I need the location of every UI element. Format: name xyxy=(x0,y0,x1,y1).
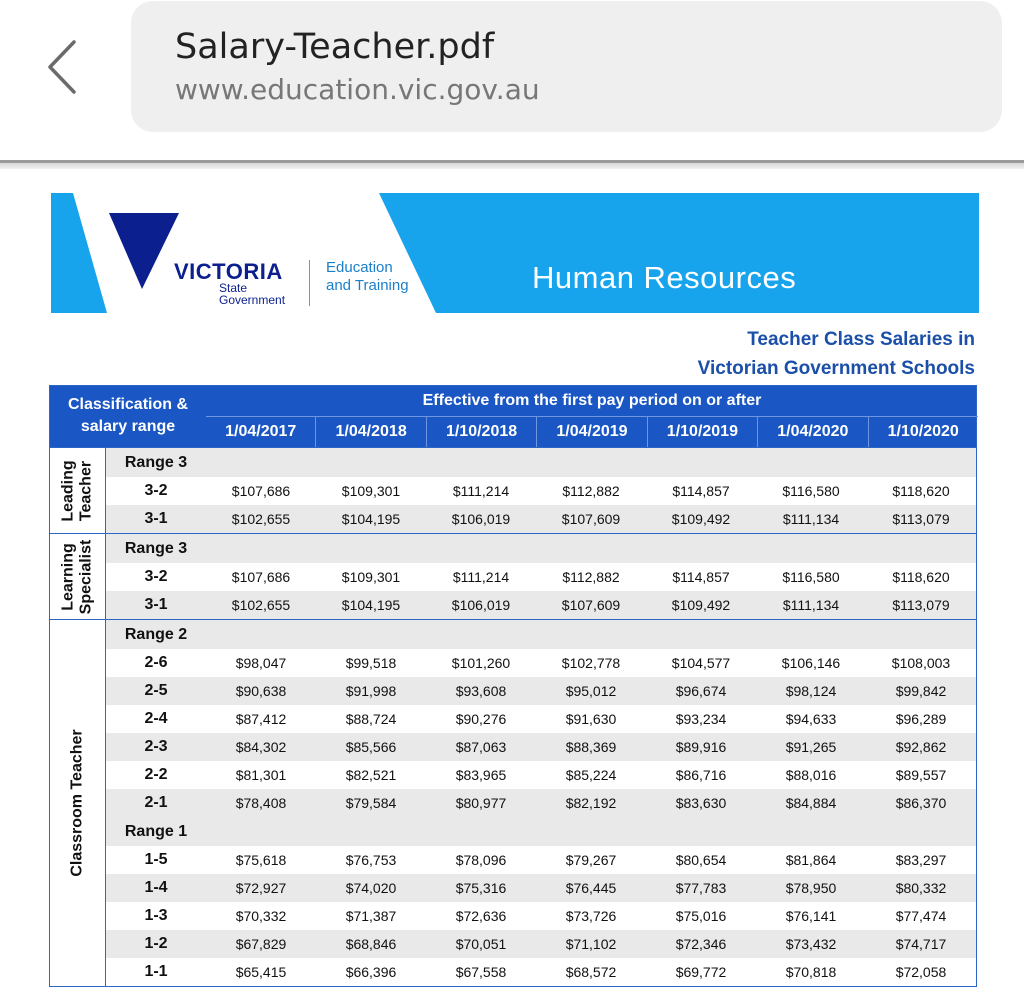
banner-background xyxy=(51,193,979,313)
salary-cell: $91,630 xyxy=(565,711,617,727)
salary-cell: $90,638 xyxy=(235,683,287,699)
salary-cell: $107,609 xyxy=(561,511,621,527)
table-row xyxy=(106,733,976,761)
table-row xyxy=(106,874,976,902)
table-row xyxy=(106,761,976,789)
salary-cell: $114,857 xyxy=(672,569,730,585)
effective-header: Effective from the first pay period on or after xyxy=(422,392,762,409)
salary-cell: $66,396 xyxy=(345,964,397,980)
table-body xyxy=(50,447,976,986)
group-label-line1: Classroom Teacher xyxy=(68,729,86,877)
range-row-fill xyxy=(206,620,976,649)
range-row xyxy=(106,448,976,477)
salary-cell: $71,102 xyxy=(565,936,617,952)
salary-cell: $107,686 xyxy=(231,483,291,499)
salary-cell: $83,965 xyxy=(455,767,507,783)
salary-cell: $106,146 xyxy=(781,655,841,671)
salary-cell: $111,134 xyxy=(782,597,840,613)
step-label: 2-4 xyxy=(144,710,168,727)
group-label xyxy=(50,448,106,533)
salary-cell: $111,214 xyxy=(452,569,510,585)
salary-cell: $80,654 xyxy=(675,852,727,868)
classification-header-line2: salary range xyxy=(80,418,176,435)
salary-cell: $72,346 xyxy=(675,936,727,952)
group-label-line2: Teacher xyxy=(77,460,95,521)
range-label: Range 1 xyxy=(124,822,188,840)
chevron-left-icon xyxy=(40,36,90,100)
salary-cell: $72,058 xyxy=(895,964,947,980)
table-row xyxy=(106,705,976,733)
step-label: 3-2 xyxy=(144,482,168,499)
salary-cell: $75,016 xyxy=(675,908,727,924)
table-row xyxy=(106,958,976,986)
salary-cell: $83,297 xyxy=(895,852,947,868)
salary-cell: $79,584 xyxy=(345,795,397,811)
salary-cell: $106,019 xyxy=(451,511,511,527)
classification-header xyxy=(50,394,206,438)
salary-cell: $74,717 xyxy=(895,936,947,952)
salary-cell: $90,276 xyxy=(455,711,507,727)
step-label: 1-5 xyxy=(144,851,168,868)
salary-cell: $71,387 xyxy=(345,908,397,924)
salary-cell: $70,332 xyxy=(235,908,287,924)
hr-banner xyxy=(51,193,979,313)
salary-cell: $88,369 xyxy=(565,739,617,755)
salary-cell: $99,842 xyxy=(895,683,947,699)
step-label: 3-2 xyxy=(144,568,168,585)
salary-cell: $89,557 xyxy=(895,767,947,783)
salary-cell: $118,620 xyxy=(892,569,950,585)
salary-cell: $102,655 xyxy=(231,511,291,527)
salary-cell: $91,998 xyxy=(345,683,397,699)
salary-cell: $73,726 xyxy=(565,908,617,924)
salary-cell: $104,195 xyxy=(341,597,401,613)
salary-cell: $109,492 xyxy=(671,597,731,613)
classification-header-line1: Classification & xyxy=(67,396,189,413)
salary-cell: $111,134 xyxy=(782,511,840,527)
step-label: 1-2 xyxy=(144,935,168,952)
salary-cell: $79,267 xyxy=(565,852,617,868)
date-column-header: 1/10/2019 xyxy=(647,416,757,447)
salary-cell: $68,572 xyxy=(565,964,617,980)
salary-cell: $85,224 xyxy=(565,767,617,783)
salary-cell: $81,864 xyxy=(785,852,837,868)
group-label xyxy=(50,534,106,619)
date-column-header: 1/04/2020 xyxy=(757,416,867,447)
salary-cell: $88,724 xyxy=(345,711,397,727)
section-title: Human Resources xyxy=(532,260,797,295)
back-button[interactable] xyxy=(40,36,90,100)
salary-cell: $89,916 xyxy=(675,739,727,755)
salary-cell: $78,096 xyxy=(455,852,507,868)
step-label: 2-2 xyxy=(144,766,168,783)
step-label: 2-1 xyxy=(144,794,168,811)
table-row xyxy=(106,789,976,817)
table-row xyxy=(106,477,976,505)
salary-cell: $86,716 xyxy=(675,767,727,783)
salary-cell: $68,846 xyxy=(345,936,397,952)
range-label: Range 2 xyxy=(124,625,188,643)
range-row xyxy=(106,817,976,846)
group-label-text xyxy=(60,460,96,521)
step-label: 3-1 xyxy=(144,596,168,613)
salary-cell: $87,412 xyxy=(235,711,287,727)
salary-cell: $81,301 xyxy=(235,767,287,783)
logo-victoria-text: VICTORIA xyxy=(174,259,283,284)
salary-cell: $107,609 xyxy=(561,597,621,613)
table-row xyxy=(106,649,976,677)
step-label: 2-6 xyxy=(144,654,168,671)
salary-cell: $74,020 xyxy=(345,880,397,896)
range-row xyxy=(106,534,976,563)
salary-cell: $78,950 xyxy=(785,880,837,896)
table-row xyxy=(106,505,976,533)
salary-cell: $96,674 xyxy=(675,683,727,699)
salary-cell: $76,445 xyxy=(565,880,617,896)
salary-cell: $65,415 xyxy=(235,964,287,980)
salary-cell: $77,783 xyxy=(675,880,727,896)
salary-cell: $101,260 xyxy=(451,655,511,671)
salary-cell: $88,016 xyxy=(785,767,837,783)
address-bar[interactable] xyxy=(131,1,1002,132)
step-label: 2-3 xyxy=(144,738,168,755)
group-label-line2: Specialist xyxy=(77,539,95,614)
classification-group xyxy=(50,619,976,986)
date-column-header: 1/04/2017 xyxy=(225,423,297,440)
salary-cell: $109,492 xyxy=(671,511,731,527)
salary-cell: $94,633 xyxy=(785,711,837,727)
table-header xyxy=(50,386,976,447)
table-row xyxy=(106,902,976,930)
salary-cell: $98,124 xyxy=(785,683,837,699)
salary-cell: $82,192 xyxy=(565,795,617,811)
salary-cell: $76,753 xyxy=(345,852,397,868)
date-column-header: 1/04/2018 xyxy=(315,416,425,447)
step-label: 1-4 xyxy=(144,879,168,896)
salary-cell: $78,408 xyxy=(235,795,287,811)
salary-cell: $91,265 xyxy=(785,739,837,755)
salary-cell: $109,301 xyxy=(341,483,401,499)
document-url: www.education.vic.gov.au xyxy=(175,73,540,106)
salary-cell: $95,012 xyxy=(565,683,617,699)
salary-cell: $108,003 xyxy=(891,655,951,671)
table-row xyxy=(106,846,976,874)
range-row-fill xyxy=(206,448,976,477)
step-label: 3-1 xyxy=(144,510,168,527)
salary-cell: $75,316 xyxy=(455,880,507,896)
salary-cell: $102,778 xyxy=(561,655,621,671)
salary-cell: $116,580 xyxy=(782,569,840,585)
salary-cell: $67,558 xyxy=(455,964,507,980)
salary-cell: $112,882 xyxy=(562,569,620,585)
salary-cell: $76,141 xyxy=(785,908,837,924)
salary-cell: $93,234 xyxy=(675,711,727,727)
salary-cell: $69,772 xyxy=(675,964,727,980)
salary-cell: $84,884 xyxy=(785,795,837,811)
date-column-header: 1/04/2019 xyxy=(536,416,646,447)
salary-cell: $87,063 xyxy=(455,739,507,755)
logo-education-text: Education xyxy=(326,259,393,276)
classification-group xyxy=(50,533,976,619)
salary-cell: $92,862 xyxy=(895,739,947,755)
table-row xyxy=(106,677,976,705)
step-label: 2-5 xyxy=(144,682,168,699)
date-column-header: 1/10/2020 xyxy=(868,416,978,447)
salary-cell: $80,332 xyxy=(895,880,947,896)
salary-cell: $113,079 xyxy=(892,511,950,527)
group-label-text xyxy=(69,729,87,876)
salary-cell: $85,566 xyxy=(345,739,397,755)
salary-cell: $114,857 xyxy=(672,483,730,499)
salary-cell: $84,302 xyxy=(235,739,287,755)
salary-cell: $116,580 xyxy=(782,483,840,499)
range-row-fill xyxy=(206,534,976,563)
table-row xyxy=(106,591,976,619)
range-row-fill xyxy=(206,817,976,846)
salary-table xyxy=(49,385,977,987)
range-label: Range 3 xyxy=(124,539,188,557)
salary-cell: $93,608 xyxy=(455,683,507,699)
step-label: 1-3 xyxy=(144,907,168,924)
salary-cell: $118,620 xyxy=(892,483,950,499)
salary-cell: $111,214 xyxy=(452,483,510,499)
salary-cell: $82,521 xyxy=(345,767,397,783)
header-divider xyxy=(0,160,1024,169)
group-label-line1: Learning xyxy=(59,542,77,611)
salary-cell: $107,686 xyxy=(231,569,291,585)
group-label xyxy=(50,620,106,986)
logo-separator xyxy=(309,260,310,306)
salary-cell: $104,195 xyxy=(341,511,401,527)
salary-cell: $70,051 xyxy=(455,936,507,952)
salary-cell: $67,829 xyxy=(235,936,287,952)
date-header-row xyxy=(206,416,978,447)
salary-cell: $80,977 xyxy=(455,795,507,811)
salary-cell: $109,301 xyxy=(341,569,401,585)
salary-cell: $106,019 xyxy=(451,597,511,613)
salary-cell: $98,047 xyxy=(235,655,287,671)
group-label-line1: Leading xyxy=(59,459,77,522)
salary-cell: $86,370 xyxy=(895,795,947,811)
logo-training-text: and Training xyxy=(326,277,409,294)
browser-header xyxy=(0,0,1024,160)
table-row xyxy=(106,930,976,958)
salary-cell: $70,818 xyxy=(785,964,837,980)
table-row xyxy=(106,563,976,591)
date-column-header: 1/10/2018 xyxy=(426,416,536,447)
step-label: 1-1 xyxy=(144,963,168,980)
group-label-text xyxy=(60,539,96,614)
salary-cell: $77,474 xyxy=(895,908,947,924)
document-title-line1: Teacher Class Salaries in xyxy=(747,329,975,350)
salary-cell: $99,518 xyxy=(345,655,397,671)
salary-cell: $102,655 xyxy=(231,597,291,613)
classification-group xyxy=(50,447,976,533)
logo-government-text: Government xyxy=(219,293,286,307)
pdf-page xyxy=(0,169,1024,1002)
salary-cell: $112,882 xyxy=(562,483,620,499)
salary-cell: $72,927 xyxy=(235,880,287,896)
salary-cell: $96,289 xyxy=(895,711,947,727)
salary-cell: $104,577 xyxy=(671,655,731,671)
logo-state-text: State xyxy=(219,281,248,295)
range-label: Range 3 xyxy=(124,453,188,471)
document-title-line2: Victorian Government Schools xyxy=(697,358,975,379)
salary-cell: $72,636 xyxy=(455,908,507,924)
salary-cell: $75,618 xyxy=(235,852,287,868)
salary-cell: $73,432 xyxy=(785,936,837,952)
document-filename: Salary-Teacher.pdf xyxy=(175,27,495,67)
salary-cell: $113,079 xyxy=(892,597,950,613)
salary-cell: $83,630 xyxy=(675,795,727,811)
range-row xyxy=(106,620,976,649)
